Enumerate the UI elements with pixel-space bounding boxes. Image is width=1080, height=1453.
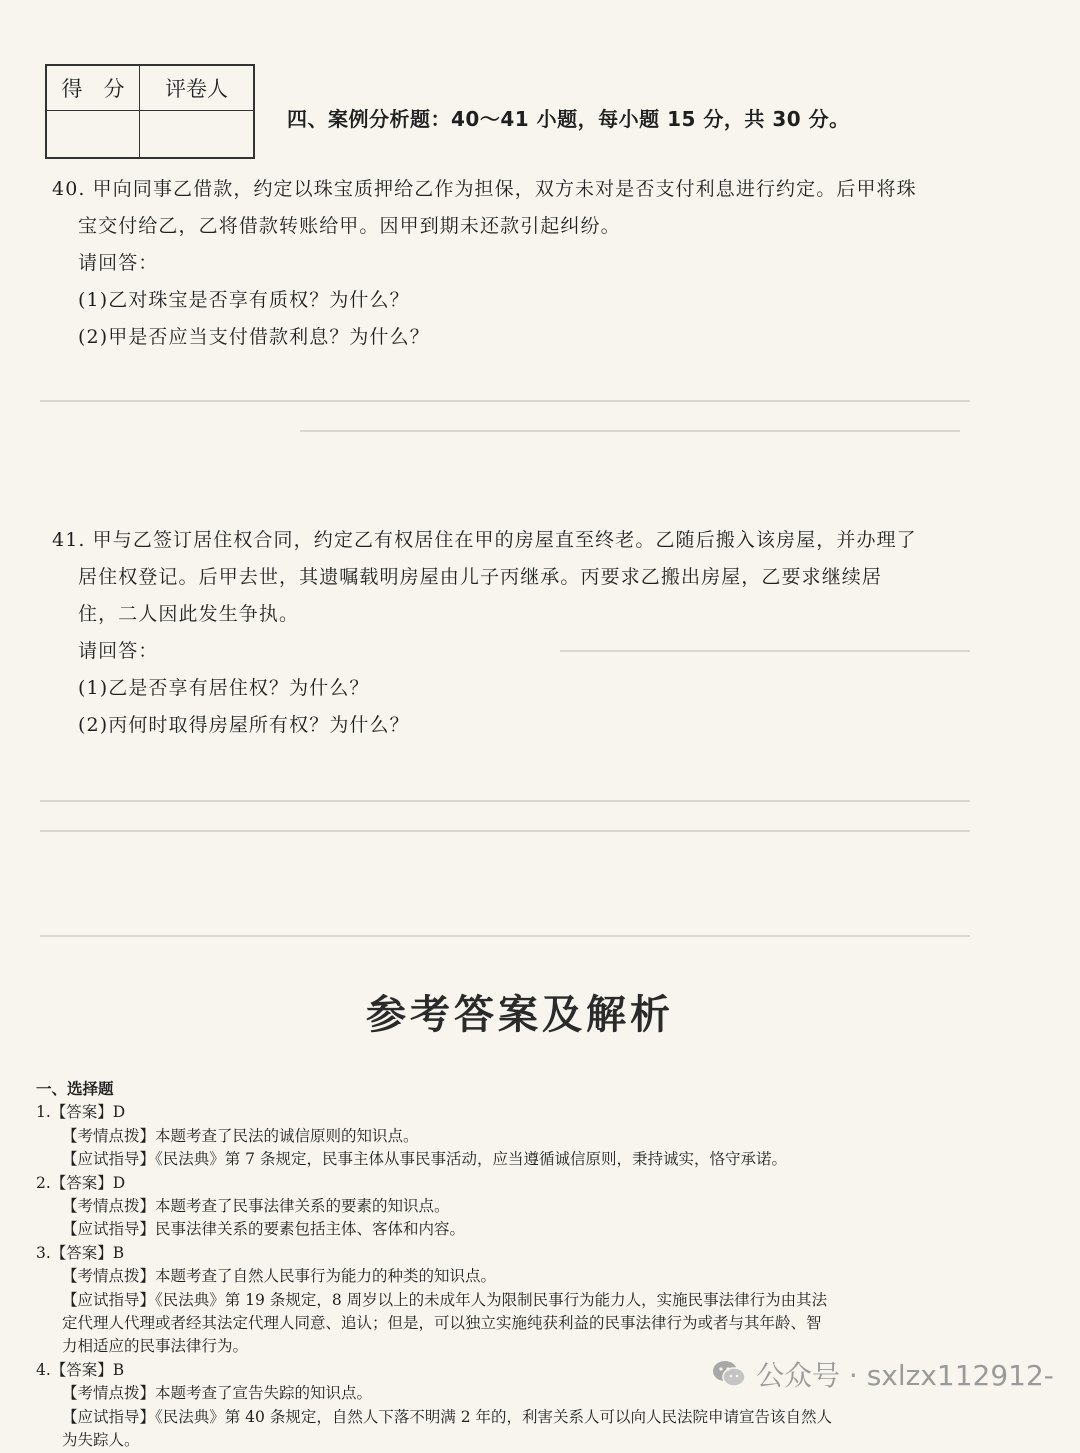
answer-1: 1.【答案】D xyxy=(36,1103,126,1122)
reference-answers-title: 参考答案及解析 xyxy=(366,992,674,1038)
q40-line-1: 40. 甲向同事乙借款，约定以珠宝质押给乙作为担保，双方未对是否支付利息进行约定。后甲将珠 xyxy=(52,178,917,200)
section-four-heading: 四、案例分析题：40～41 小题，每小题 15 分，共 30 分。 xyxy=(287,107,850,131)
q41-sub-1: (1)乙是否享有居住权？为什么？ xyxy=(78,677,370,699)
bleed-through-line xyxy=(40,800,970,802)
answer-3-guide-cont: 力相适应的民事法律行为。 xyxy=(62,1337,249,1356)
answer-3-guide-cont: 定代理人代理或者经其法定代理人同意、追认；但是，可以独立实施纯获利益的民事法律行为或者与其年龄、智 xyxy=(62,1314,822,1333)
question-41 xyxy=(52,522,1012,744)
score-header: 得 分 xyxy=(46,65,140,111)
wechat-icon xyxy=(712,1359,746,1389)
answer-3-guide: 【应试指导】《民法典》第 19 条规定，8 周岁以上的未成年人为限制民事行为能力人，实施民事法律行为由其法 xyxy=(62,1290,828,1309)
answers-section-heading: 一、选择题 xyxy=(36,1080,114,1098)
question-40 xyxy=(52,171,1012,356)
answers-section xyxy=(36,1078,1036,1453)
q40-prompt: 请回答： xyxy=(78,252,159,274)
answer-2-guide: 【应试指导】民事法律关系的要素包括主体、客体和内容。 xyxy=(62,1220,466,1239)
q40-sub-1: (1)乙对珠宝是否享有质权？为什么？ xyxy=(78,289,410,311)
answer-4-guide-cont: 为失踪人。 xyxy=(62,1431,140,1450)
q41-prompt: 请回答： xyxy=(78,640,159,662)
answer-1-guide: 【应试指导】《民法典》第 7 条规定，民事主体从事民事活动，应当遵循诚信原则，秉持诚实，恪守承诺。 xyxy=(62,1150,787,1169)
answer-4-guide: 【应试指导】《民法典》第 40 条规定，自然人下落不明满 2 年的，利害关系人可以向人民法院申请宣告该自然人 xyxy=(62,1407,833,1426)
q41-line-1: 41. 甲与乙签订居住权合同，约定乙有权居住在甲的房屋直至终老。乙随后搬入该房屋，并办理了 xyxy=(52,529,917,551)
q41-sub-2: (2)丙何时取得房屋所有权？为什么？ xyxy=(78,714,410,736)
bleed-through-line xyxy=(40,935,970,937)
q41-line-3: 住，二人因此发生争执。 xyxy=(78,603,300,625)
score-table xyxy=(45,64,255,159)
q40-line-2: 宝交付给乙，乙将借款转账给甲。因甲到期未还款引起纠纷。 xyxy=(78,215,621,237)
q41-line-2: 居住权登记。后甲去世，其遗嘱载明房屋由儿子丙继承。丙要求乙搬出房屋，乙要求继续居 xyxy=(78,566,883,588)
q40-sub-2: (2)甲是否应当支付借款利息？为什么？ xyxy=(78,326,430,348)
answer-1-point: 【考情点拨】本题考查了民法的诚信原则的知识点。 xyxy=(62,1126,419,1145)
answer-4: 4.【答案】B xyxy=(36,1360,125,1379)
bleed-through-line xyxy=(40,400,970,402)
watermark xyxy=(712,1354,1054,1394)
answer-2: 2.【答案】D xyxy=(36,1173,126,1192)
answer-2-point: 【考情点拨】本题考查了民事法律关系的要素的知识点。 xyxy=(62,1197,450,1216)
bleed-through-line xyxy=(300,430,960,432)
score-cell xyxy=(46,111,140,159)
answer-3: 3.【答案】B xyxy=(36,1243,125,1262)
grader-header: 评卷人 xyxy=(140,65,255,111)
answer-4-point: 【考情点拨】本题考查了宣告失踪的知识点。 xyxy=(62,1384,373,1403)
grader-cell xyxy=(140,111,255,159)
bleed-through-line xyxy=(40,830,970,832)
answer-3-point: 【考情点拨】本题考查了自然人民事行为能力的种类的知识点。 xyxy=(62,1267,497,1286)
watermark-text: 公众号 · sxlzx112912- xyxy=(756,1359,1054,1392)
